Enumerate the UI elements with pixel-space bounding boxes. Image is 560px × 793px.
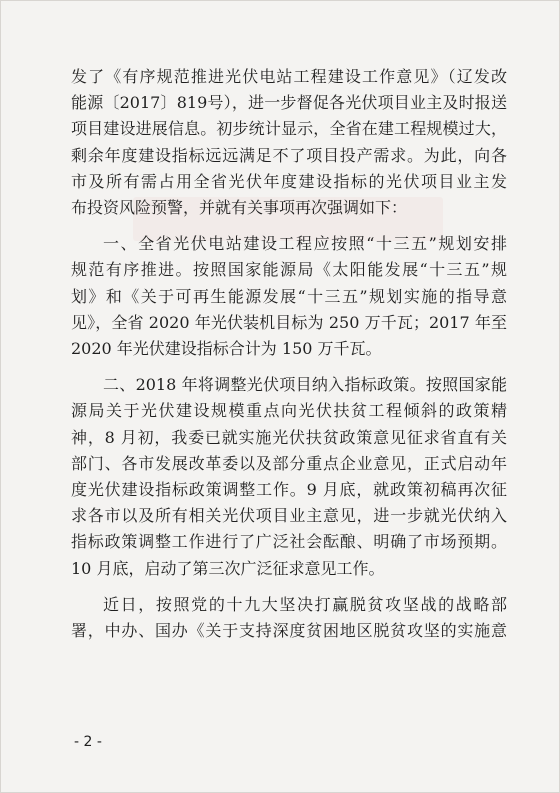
text-line: 近日，按照党的十九大坚决打赢脱贫攻坚战的战略部 — [103, 594, 507, 614]
text-line: 二、2018 年将调整光伏项目纳入指标政策。按照国家能 — [103, 375, 507, 395]
paragraph-3 — [71, 372, 507, 582]
text-line: 划》和《关于可再生能源发展“十三五”规划实施的指导意 — [71, 286, 507, 306]
text-line: 发了《有序规范推进光伏电站工程建设工作意见》（辽发改 — [71, 67, 507, 86]
paragraph-gap — [71, 362, 507, 372]
text-line: 剩余年度建设指标远远满足不了项目投产需求。为此，向各 — [71, 145, 507, 165]
text-line: 规范有序推进。按照国家能源局《太阳能发展“十三五”规 — [71, 260, 507, 280]
text-line: 度光伏建设指标政策调整工作。9 月底，就政策初稿再次征 — [71, 480, 507, 500]
text-line: 见》，全省 2020 年光伏装机目标为 250 万千瓦；2017 年至 — [71, 312, 507, 332]
body-text — [71, 64, 507, 644]
text-line: 部门、各市发展改革委以及部分重点企业意见，正式启动年 — [71, 453, 507, 473]
text-line: 10 月底，启动了第三次广泛征求意见工作。 — [71, 558, 385, 578]
text-line: 源局关于光伏建设规模重点向光伏扶贫工程倾斜的政策精 — [71, 401, 507, 421]
text-line: 署，中办、国办《关于支持深度贫困地区脱贫攻坚的实施意 — [71, 621, 507, 641]
text-line: 能源〔2017〕819号），进一步督促各光伏项目业主及时报送 — [71, 93, 507, 113]
text-line: 2020 年光伏建设指标合计为 150 万千瓦。 — [71, 339, 382, 359]
paragraph-1 — [71, 64, 507, 221]
text-line: 指标政策调整工作进行了广泛社会酝酿、明确了市场预期。 — [71, 532, 507, 552]
paragraph-gap — [71, 582, 507, 592]
page-number: - 2 - — [74, 734, 102, 750]
text-line: 市及所有需占用全省光伏年度建设指标的光伏项目业主发 — [71, 171, 507, 191]
text-line: 一、全省光伏电站建设工程应按照“十三五”规划安排 — [103, 234, 507, 254]
text-line: 项目建设进展信息。初步统计显示，全省在建工程规模过大， — [71, 119, 507, 139]
paragraph-4 — [71, 592, 507, 644]
paragraph-2 — [71, 231, 507, 362]
text-line: 神，8 月初，我委已就实施光伏扶贫政策意见征求省直有关 — [71, 427, 507, 447]
text-line: 布投资风险预警，并就有关事项再次强调如下： — [71, 198, 408, 218]
text-line: 求各市以及所有相关光伏项目业主意见，进一步就光伏纳入 — [71, 506, 507, 526]
paragraph-gap — [71, 221, 507, 231]
